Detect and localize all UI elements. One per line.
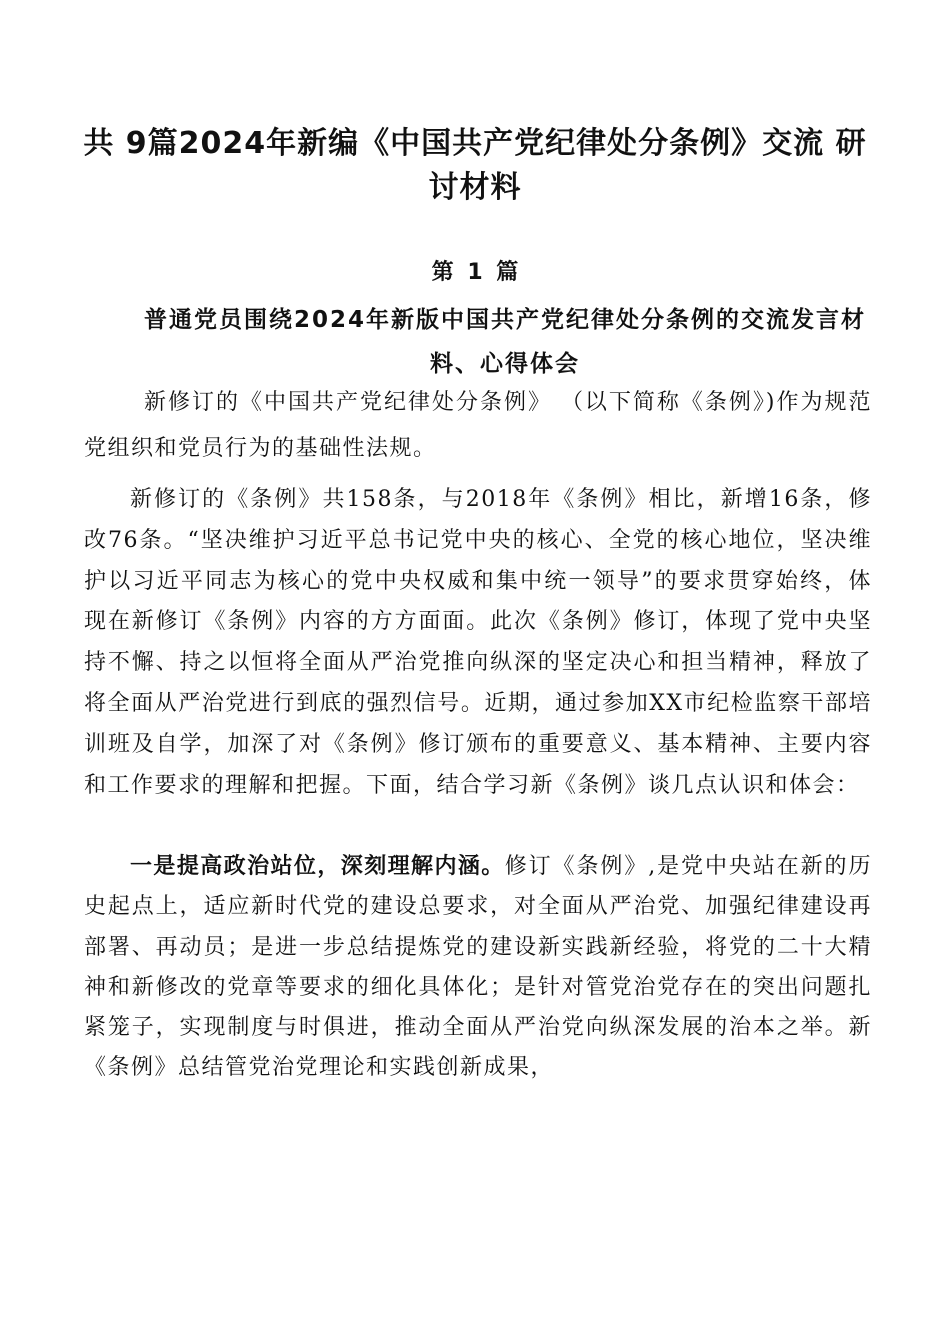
article-subtitle: 普通党员围绕2024年新版中国共产党纪律处分条例的交流发言材料、心得体会 <box>143 307 866 377</box>
point-one-paragraph <box>84 847 872 1089</box>
point-one-text: 修订《条例》,是党中央站在新的历史起点上，适应新时代党的建设总要求，对全面从严治党、加强纪律建设再部署、再动员；是进一步总结提炼党的建设新实践新经验，将党的二十大精神和新修改的党章等要求的细化具体化；是针对管党治党存在的突出问题扎紧笼子，实现制度与时俱进，推动全面从严治党向纵深发展的治本之举。新《条例》总结管党治党理论和实践创新成果， <box>84 854 872 1081</box>
body-paragraph: 新修订的《条例》共158条，与2018年《条例》相比，新增16条，修改76条。“坚决维护习近平总书记党中央的核心、全党的核心地位，坚决维护以习近平同志为核心的党中央权威和集中统一领导”的要求贯穿始终，体现在新修订《条例》内容的方方面面。此次《条例》修订，体现了党中央坚持不懈、持之以恒将全面从严治党推向纵深的坚定决心和担当精神，释放了将全面从严治党进行到底的强烈信号。近期，通过参加XX市纪检监察干部培训班及自学，加深了对《条例》修订颁布的重要意义、基本精神、主要内容和工作要求的理解和把握。下面，结合学习新《条例》谈几点认识和体会： <box>84 487 872 798</box>
intro-paragraph: 新修订的《中国共产党纪律处分条例》 （以下简称《条例》)作为规范党组织和党员行为的基础性法规。 <box>84 390 872 461</box>
section-heading: 第 1 篇 <box>431 260 519 285</box>
document-title: 共 9篇2024年新编《中国共产党纪律处分条例》交流 研讨材料 <box>83 126 867 205</box>
point-one-lead: 一是提高政治站位，深刻理解内涵。 <box>130 854 505 879</box>
